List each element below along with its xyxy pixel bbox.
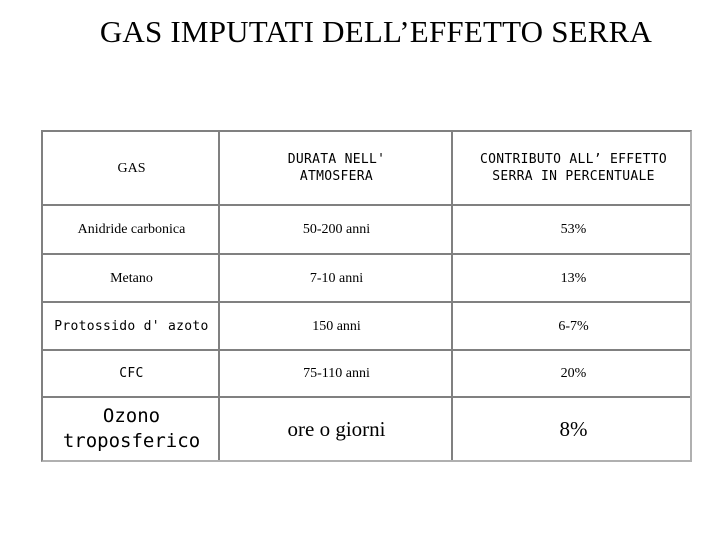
cell-contributo: 53%: [560, 222, 587, 237]
greenhouse-gas-table: [41, 130, 692, 462]
cell-gas: CFC: [119, 366, 144, 381]
header-contributo-line1: CONTRIBUTO ALL’ EFFETTO: [480, 152, 667, 167]
table-row: [43, 303, 690, 349]
cell-durata: 7-10 anni: [309, 270, 364, 286]
header-durata-line1: DURATA NELL': [287, 152, 386, 167]
cell-contributo: 13%: [560, 270, 587, 286]
cell-durata: 50-200 anni: [302, 222, 371, 237]
header-durata: [220, 132, 453, 204]
cell-gas: Metano: [110, 270, 153, 286]
header-gas: [43, 132, 220, 204]
table-row: [43, 255, 690, 301]
cell-durata: ore o giorni: [287, 417, 386, 441]
table-header-row: [43, 132, 690, 204]
cell-gas-line2: troposferico: [62, 430, 201, 452]
table-row: [43, 398, 690, 460]
header-contributo: [453, 132, 694, 204]
cell-gas: Anidride carbonica: [77, 222, 186, 237]
cell-contributo: 6-7%: [558, 318, 589, 334]
header-contributo-line2: SERRA IN PERCENTUALE: [492, 169, 655, 184]
cell-contributo: 8%: [559, 417, 588, 441]
page-title: GAS IMPUTATI DELL’EFFETTO SERRA: [99, 14, 653, 49]
cell-gas-line1: Ozono: [102, 405, 161, 427]
table-row: [43, 206, 690, 253]
cell-contributo: 20%: [560, 366, 587, 381]
cell-durata: 150 anni: [312, 318, 361, 334]
table-row: [43, 351, 690, 396]
cell-gas: Protossido d' azoto: [54, 318, 209, 334]
cell-durata: 75-110 anni: [303, 366, 370, 381]
header-gas-label: GAS: [117, 160, 146, 176]
header-durata-line2: ATMOSFERA: [299, 169, 374, 184]
cell-gas: [43, 398, 220, 460]
